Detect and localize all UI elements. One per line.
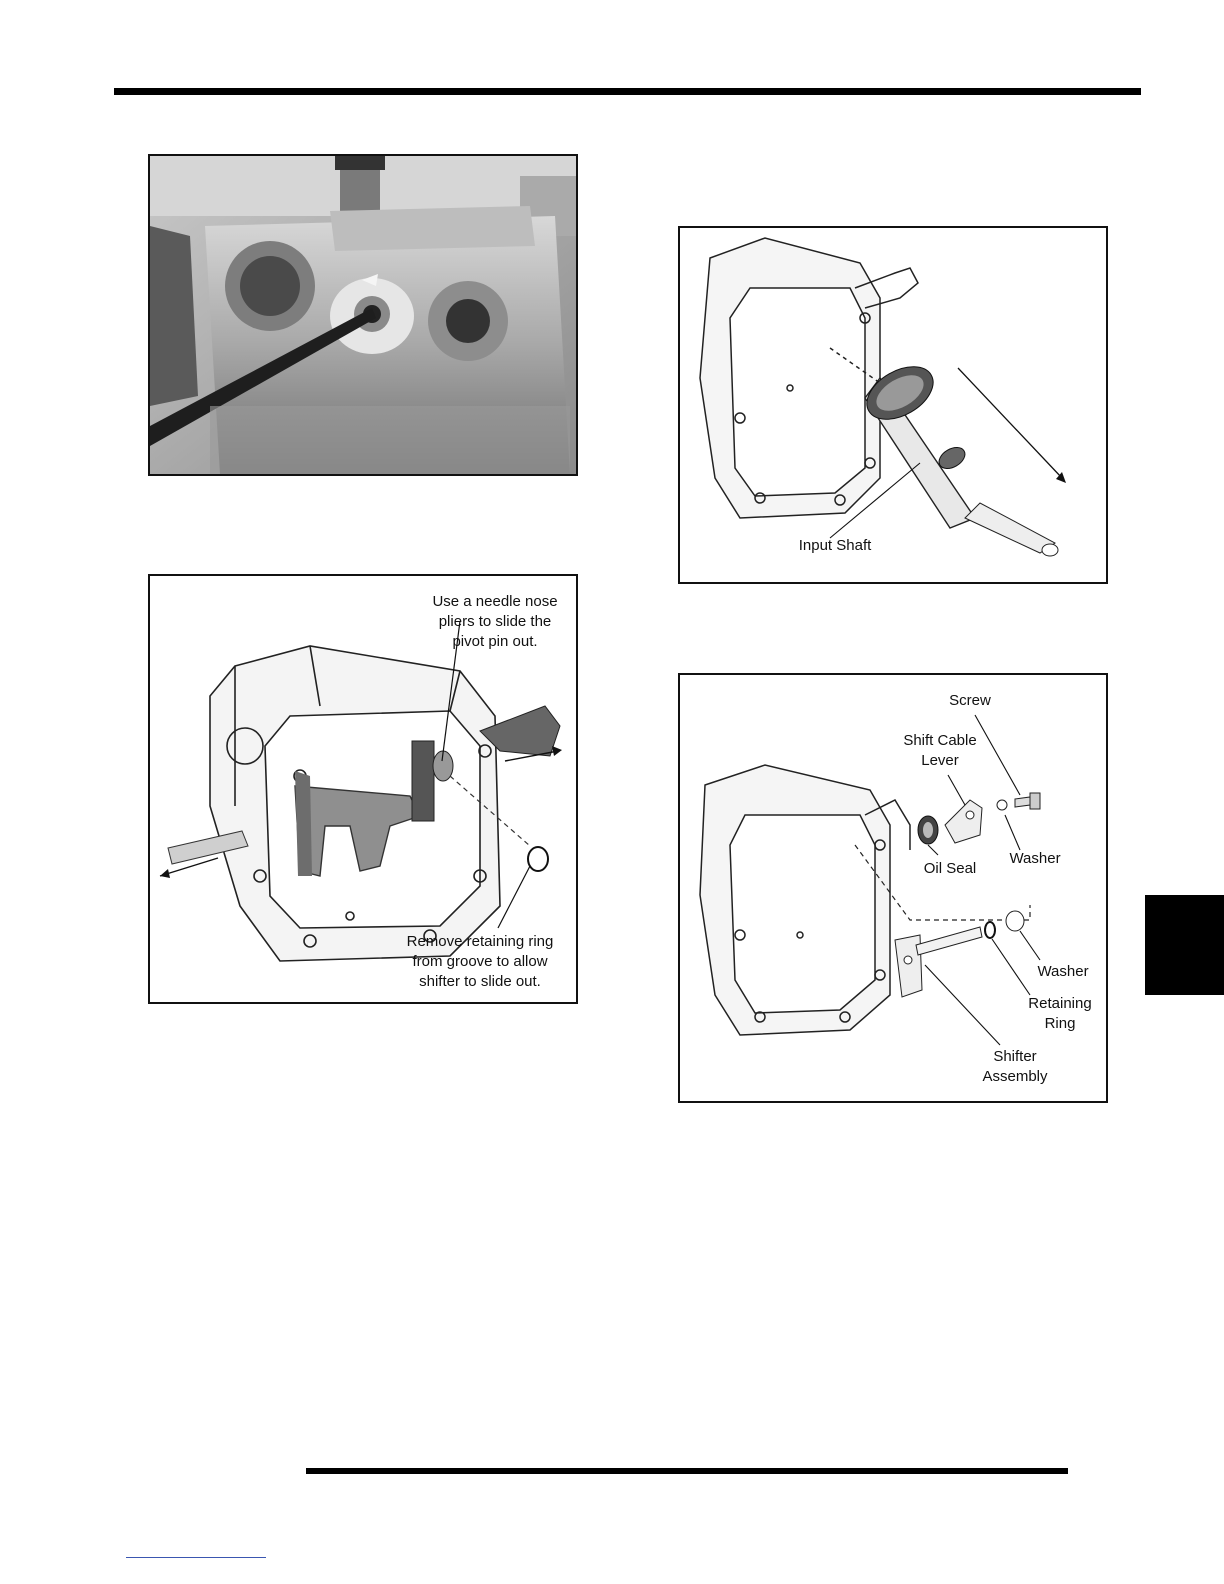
label-oil-seal: Oil Seal (923, 860, 977, 877)
callout-needle-nose-line3: pivot pin out. (452, 633, 538, 650)
label-retaining-ring-line2: Ring (1044, 1015, 1076, 1032)
callout-retaining-ring-line2: from groove to allow (412, 953, 548, 970)
callout-needle-nose-line1: Use a needle nose (432, 593, 558, 610)
label-shift-cable-lever-line2: Lever (921, 752, 959, 769)
section-tab (1145, 895, 1224, 995)
footer-rule (306, 1468, 1068, 1474)
callout-needle-nose-line2: pliers to slide the (438, 613, 552, 630)
figure-input-shaft (678, 226, 1108, 584)
label-retaining-ring-line1: Retaining (1028, 995, 1092, 1012)
figure-shifter-assembly (678, 673, 1108, 1103)
label-shifter-assembly-line1: Shifter (993, 1048, 1037, 1065)
label-shift-cable-lever-line1: Shift Cable (903, 732, 977, 749)
label-screw: Screw (949, 692, 991, 709)
label-input-shaft: Input Shaft (798, 537, 872, 554)
header-rule (114, 88, 1141, 95)
figure-pivot-pin-removal (148, 574, 578, 1004)
input-shaft-diagram (680, 228, 1106, 582)
label-shifter-assembly-line2: Assembly (982, 1068, 1048, 1085)
photo-shift-shaft-removal (148, 154, 578, 476)
callout-retaining-ring-line1: Remove retaining ring (406, 933, 554, 950)
callout-retaining-ring-line3: shifter to slide out. (419, 973, 541, 990)
label-washer-top: Washer (1009, 850, 1061, 867)
photo-image (150, 156, 576, 474)
footer-link-underline (126, 1557, 266, 1558)
label-washer-bottom: Washer (1037, 963, 1089, 980)
